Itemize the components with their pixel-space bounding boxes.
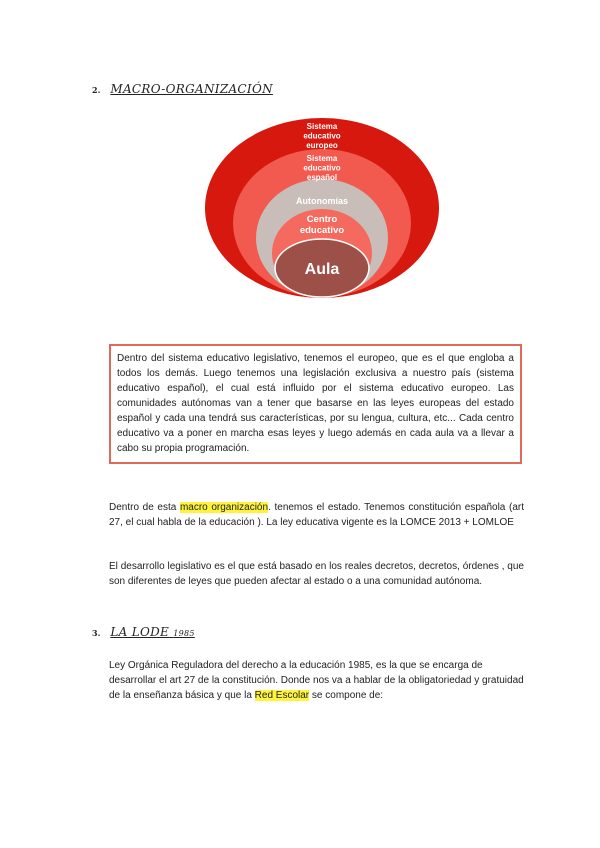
paragraph-desarrollo: El desarrollo legislativo es el que está basado en los reales decretos, decretos, órdenes , que son diferentes de leyes que pueden afectar al estado o a una comunidad autónoma.	[109, 561, 524, 587]
diagram-label: educativo	[303, 163, 341, 173]
section-number: 2.	[92, 85, 101, 95]
diagram-label: educativo	[299, 225, 345, 236]
nested-ellipses-diagram	[204, 116, 440, 300]
section-title	[110, 625, 194, 639]
section-heading-3	[92, 625, 195, 639]
diagram-label: educativo	[303, 131, 341, 141]
diagram-label: Sistema	[306, 122, 338, 131]
highlight-macro-organizacion: macro organización	[179, 502, 269, 513]
highlight-red-escolar: Red Escolar	[254, 690, 310, 701]
para-text: se compone de:	[309, 690, 384, 701]
section-heading-2	[92, 82, 273, 96]
para-text: . tenemos el estado. Tenemos constitución española (art 27, el cual habla de la educación ). La ley educativa vigente es la LOMCE 2013 + LOMLOE	[109, 502, 524, 528]
diagram-label: Sistema	[306, 154, 338, 163]
paragraph-macro	[109, 500, 524, 530]
diagram-label: Aula	[304, 261, 340, 278]
section-number: 3.	[92, 628, 101, 638]
diagram-label: Autonomías	[295, 196, 349, 206]
para-text: Ley Orgánica Reguladora del derecho a la educación 1985, es la que se encarga de desarrollar el art 27 de la constitución. Donde nos va a hablar de la obligatoriedad y gratuidad de la enseñanza básica y que la	[109, 660, 524, 701]
diagram-label: europeo	[306, 141, 338, 150]
section-title: MACRO-ORGANIZACIÓN	[110, 82, 273, 96]
section-title-year: 1985	[173, 629, 195, 638]
section-title-text: LA LODE	[110, 625, 170, 639]
paragraph-lode	[109, 658, 524, 703]
explanation-box: Dentro del sistema educativo legislativo, tenemos el europeo, que es el que engloba a todos los demás. Luego tenemos una legislación exclusiva a nuestro país (sistema educativo español), el cual está influido por el sistema educativo europeo. Las comunidades autónomas van a tener que basarse en las leyes europeas del estado español y cada una tendrá sus características, por su lengua, cultura, etc... Cada centro educativo va a poner en marcha esas leyes y luego además en cada aula va a llevar a cabo su propia programación.	[109, 344, 522, 464]
diagram-label: Centro	[306, 214, 338, 225]
para-text: Dentro de esta	[109, 502, 180, 513]
diagram-label: español	[306, 173, 338, 182]
